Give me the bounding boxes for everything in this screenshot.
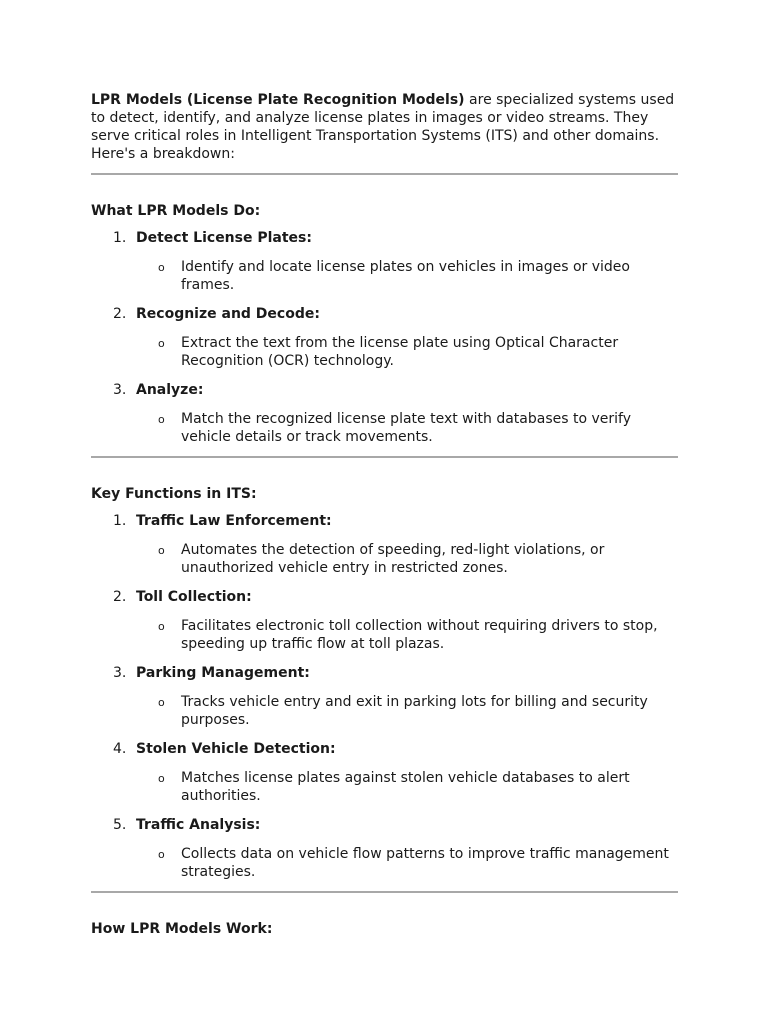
- item-title: Analyze:: [136, 382, 204, 398]
- bullet-icon: o: [158, 620, 165, 633]
- item-title: Recognize and Decode:: [136, 306, 320, 322]
- item-number: 2.: [113, 306, 127, 322]
- item-title: Traffic Analysis:: [136, 817, 261, 833]
- item-number: 4.: [113, 741, 127, 757]
- item-number: 3.: [113, 382, 127, 398]
- sub-list: [136, 693, 678, 729]
- bullet-icon: o: [158, 772, 165, 785]
- intro-text: are specialized systems used to detect, identify, and analyze license plates in images or video streams. They serve critical roles in Intelligent Transportation Systems (ITS) and other domains. Here's a breakdown:: [91, 92, 675, 162]
- section-key-functions-in-its: [91, 485, 678, 881]
- intro-paragraph: [91, 91, 681, 163]
- divider: [91, 891, 678, 893]
- item-number: 5.: [113, 817, 127, 833]
- list-item: [91, 740, 678, 805]
- divider: [91, 173, 678, 175]
- numbered-list: [91, 512, 678, 881]
- sub-list: [136, 334, 678, 370]
- item-number: 3.: [113, 665, 127, 681]
- sub-list-item: [136, 410, 681, 446]
- list-item: [91, 512, 678, 577]
- item-number: 1.: [113, 513, 127, 529]
- sub-list-item: [136, 845, 681, 881]
- section-what-lpr-models-do: [91, 202, 678, 446]
- sub-list-item: [136, 693, 681, 729]
- item-detail: Automates the detection of speeding, red-light violations, or unauthorized vehicle entry in restricted zones.: [181, 542, 605, 576]
- item-detail: Match the recognized license plate text with databases to verify vehicle details or track movements.: [181, 411, 631, 445]
- bullet-icon: o: [158, 261, 165, 274]
- list-item: [91, 588, 678, 653]
- item-number: 2.: [113, 589, 127, 605]
- intro-term: LPR Models (License Plate Recognition Models): [91, 92, 465, 108]
- sub-list: [136, 769, 678, 805]
- bullet-icon: o: [158, 337, 165, 350]
- item-number: 1.: [113, 230, 127, 246]
- bullet-icon: o: [158, 544, 165, 557]
- list-item: [91, 305, 678, 370]
- sub-list-item: [136, 334, 681, 370]
- item-title: Stolen Vehicle Detection:: [136, 741, 336, 757]
- list-item: [91, 381, 678, 446]
- item-title: Traffic Law Enforcement:: [136, 513, 332, 529]
- item-detail: Collects data on vehicle flow patterns to improve traffic management strategies.: [181, 846, 669, 880]
- item-title: Detect License Plates:: [136, 230, 312, 246]
- sub-list-item: [136, 541, 681, 577]
- item-detail: Extract the text from the license plate using Optical Character Recognition (OCR) technology.: [181, 335, 619, 369]
- list-item: [91, 816, 678, 881]
- list-item: [91, 664, 678, 729]
- section-how-lpr-models-work: [91, 920, 678, 938]
- item-detail: Facilitates electronic toll collection without requiring drivers to stop, speeding up traffic flow at toll plazas.: [181, 618, 658, 652]
- sub-list: [136, 617, 678, 653]
- item-title: Parking Management:: [136, 665, 310, 681]
- sub-list-item: [136, 769, 681, 805]
- sub-list: [136, 845, 678, 881]
- bullet-icon: o: [158, 848, 165, 861]
- sub-list-item: [136, 617, 681, 653]
- section-heading: What LPR Models Do:: [91, 203, 261, 219]
- sub-list-item: [136, 258, 681, 294]
- section-heading: Key Functions in ITS:: [91, 486, 257, 502]
- bullet-icon: o: [158, 696, 165, 709]
- bullet-icon: o: [158, 413, 165, 426]
- sub-list: [136, 410, 678, 446]
- sub-list: [136, 541, 678, 577]
- list-item: [91, 229, 678, 294]
- item-detail: Identify and locate license plates on vehicles in images or video frames.: [181, 259, 630, 293]
- item-detail: Matches license plates against stolen vehicle databases to alert authorities.: [181, 770, 630, 804]
- item-title: Toll Collection:: [136, 589, 252, 605]
- numbered-list: [91, 229, 678, 446]
- item-detail: Tracks vehicle entry and exit in parking lots for billing and security purposes.: [181, 694, 648, 728]
- divider: [91, 456, 678, 458]
- sub-list: [136, 258, 678, 294]
- section-heading: How LPR Models Work:: [91, 921, 273, 937]
